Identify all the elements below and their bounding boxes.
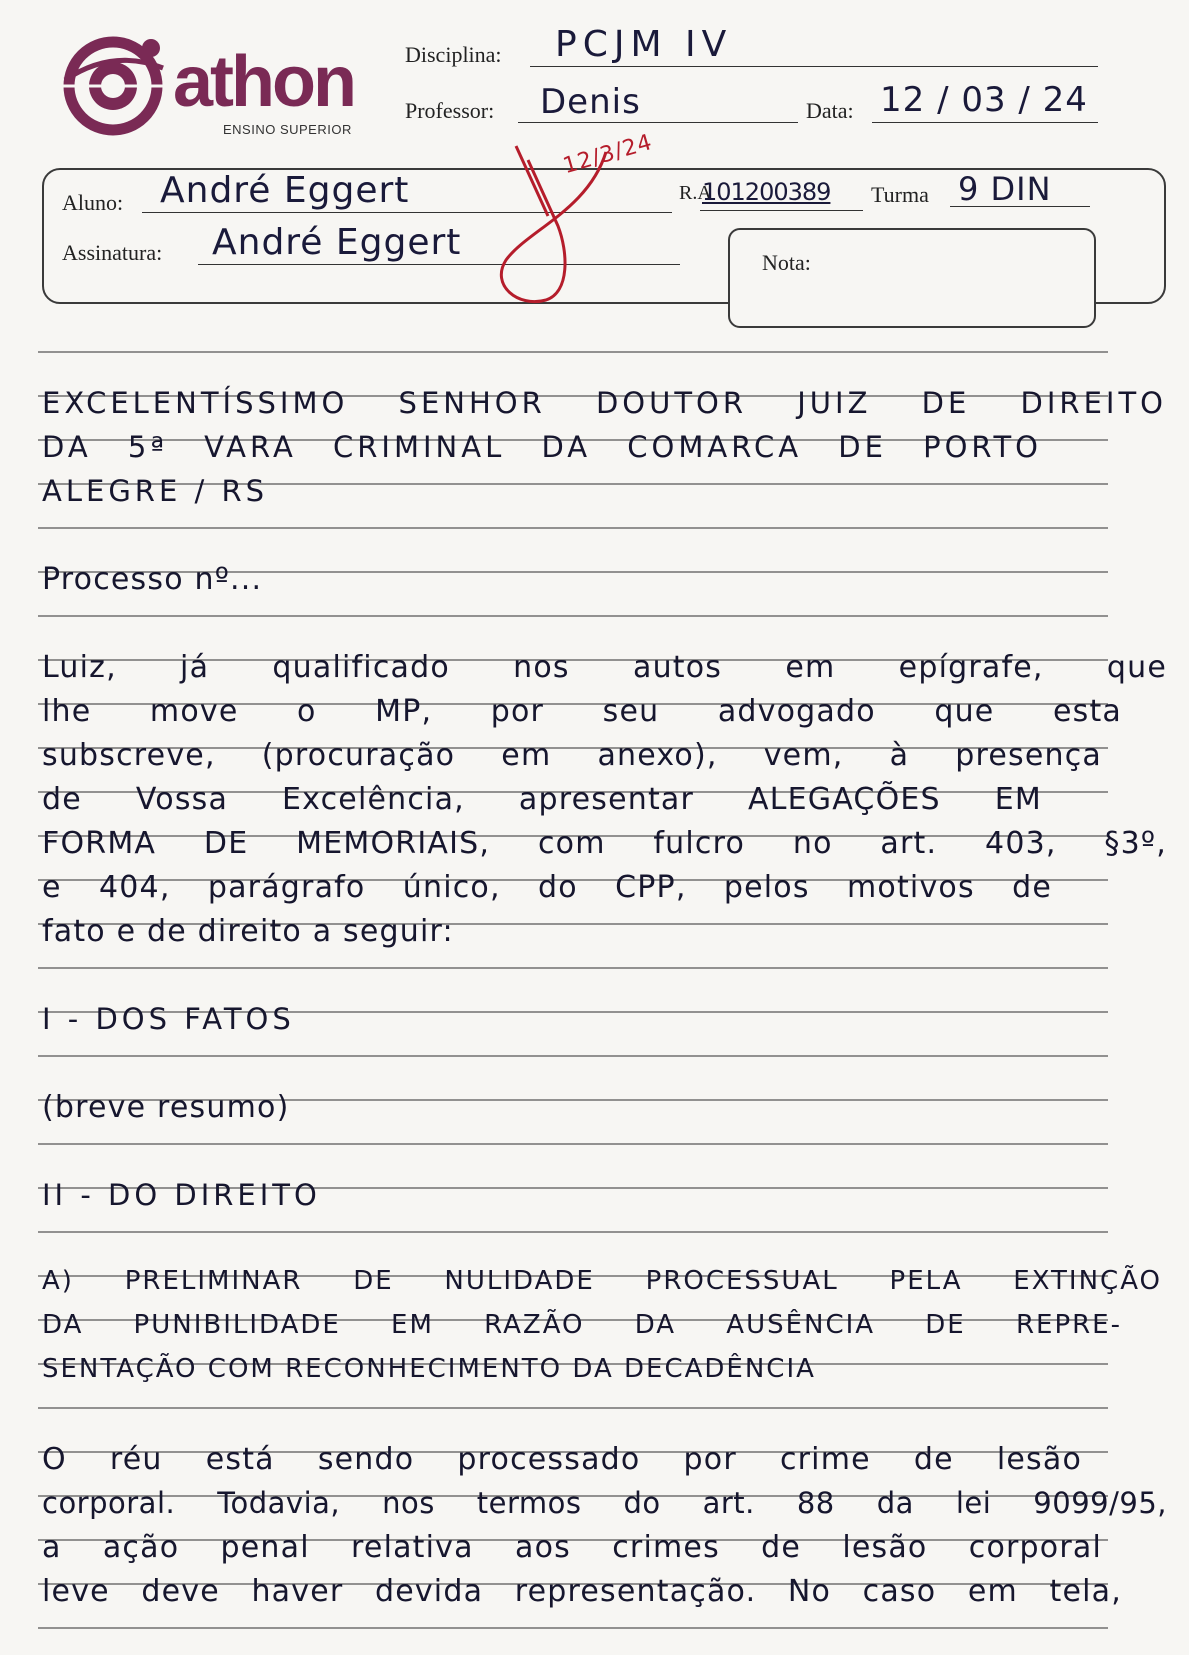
body-line-1: EXCELENTÍSSIMO SENHOR DOUTOR JUIZ DE DIREITO bbox=[42, 386, 1167, 420]
body-line-6: lhe move o MP, por seu advogado que esta bbox=[42, 694, 1122, 729]
body-line-5: Luiz, já qualificado nos autos em epígrafe, que bbox=[42, 650, 1167, 685]
body-line-7: subscreve, (procuração em anexo), vem, à presença bbox=[42, 738, 1102, 773]
student-name-label: Aluno: bbox=[62, 190, 124, 215]
body-line-10: e 404, parágrafo único, do CPP, pelos motivos de bbox=[42, 870, 1052, 905]
body-line-3: ALEGRE / RS bbox=[42, 474, 269, 508]
class-value: 9 DIN bbox=[958, 170, 1052, 208]
date-label: Data: bbox=[806, 98, 854, 123]
signature-value: André Eggert bbox=[212, 222, 462, 263]
body-line-4: Processo nº... bbox=[42, 562, 263, 597]
body-line-15: A) PRELIMINAR DE NULIDADE PROCESSUAL PELA EXTINÇÃO bbox=[42, 1266, 1162, 1296]
discipline-value: PCJM IV bbox=[555, 24, 733, 65]
body-line-9: FORMA DE MEMORIAIS, com fulcro no art. 403, §3º, bbox=[42, 826, 1167, 861]
student-name-value: André Eggert bbox=[160, 170, 410, 211]
professor-value: Denis bbox=[540, 82, 641, 122]
body-line-17: SENTAÇÃO COM RECONHECIMENTO DA DECADÊNCIA bbox=[42, 1354, 816, 1384]
body-line-21: leve deve haver devida representação. No caso em tela, bbox=[42, 1574, 1122, 1609]
section-facts-heading: I - DOS FATOS bbox=[42, 1002, 295, 1036]
class-label: Turma bbox=[871, 182, 929, 207]
grade-label: Nota: bbox=[762, 250, 811, 275]
body-line-16: DA PUNIBILIDADE EM RAZÃO DA AUSÊNCIA DE REPRE- bbox=[42, 1310, 1122, 1340]
body-line-18: O réu está sendo processado por crime de lesão bbox=[42, 1442, 1082, 1477]
body-line-20: a ação penal relativa aos crimes de lesão corporal bbox=[42, 1530, 1102, 1565]
logo-subtitle: ENSINO SUPERIOR bbox=[223, 122, 352, 137]
body-line-13: (breve resumo) bbox=[42, 1090, 290, 1125]
signature-label: Assinatura: bbox=[62, 240, 163, 265]
red-date-mark: 12/3/24 bbox=[560, 129, 656, 180]
body-line-19: corporal. Todavia, nos termos do art. 88 da lei 9099/95, bbox=[42, 1486, 1167, 1520]
section-law-heading: II - DO DIREITO bbox=[42, 1178, 321, 1212]
ra-label: R.A bbox=[679, 182, 712, 204]
date-value: 12 / 03 / 24 bbox=[880, 80, 1088, 120]
logo-wordmark: athon bbox=[173, 42, 354, 122]
discipline-label: Disciplina: bbox=[405, 42, 502, 67]
body-line-8: de Vossa Excelência, apresentar ALEGAÇÕES EM bbox=[42, 782, 1042, 817]
ra-value: 101200389 bbox=[702, 178, 831, 206]
professor-label: Professor: bbox=[405, 98, 495, 123]
body-line-11: fato e de direito a seguir: bbox=[42, 914, 454, 949]
body-line-2: DA 5ª VARA CRIMINAL DA COMARCA DE PORTO bbox=[42, 430, 1042, 464]
